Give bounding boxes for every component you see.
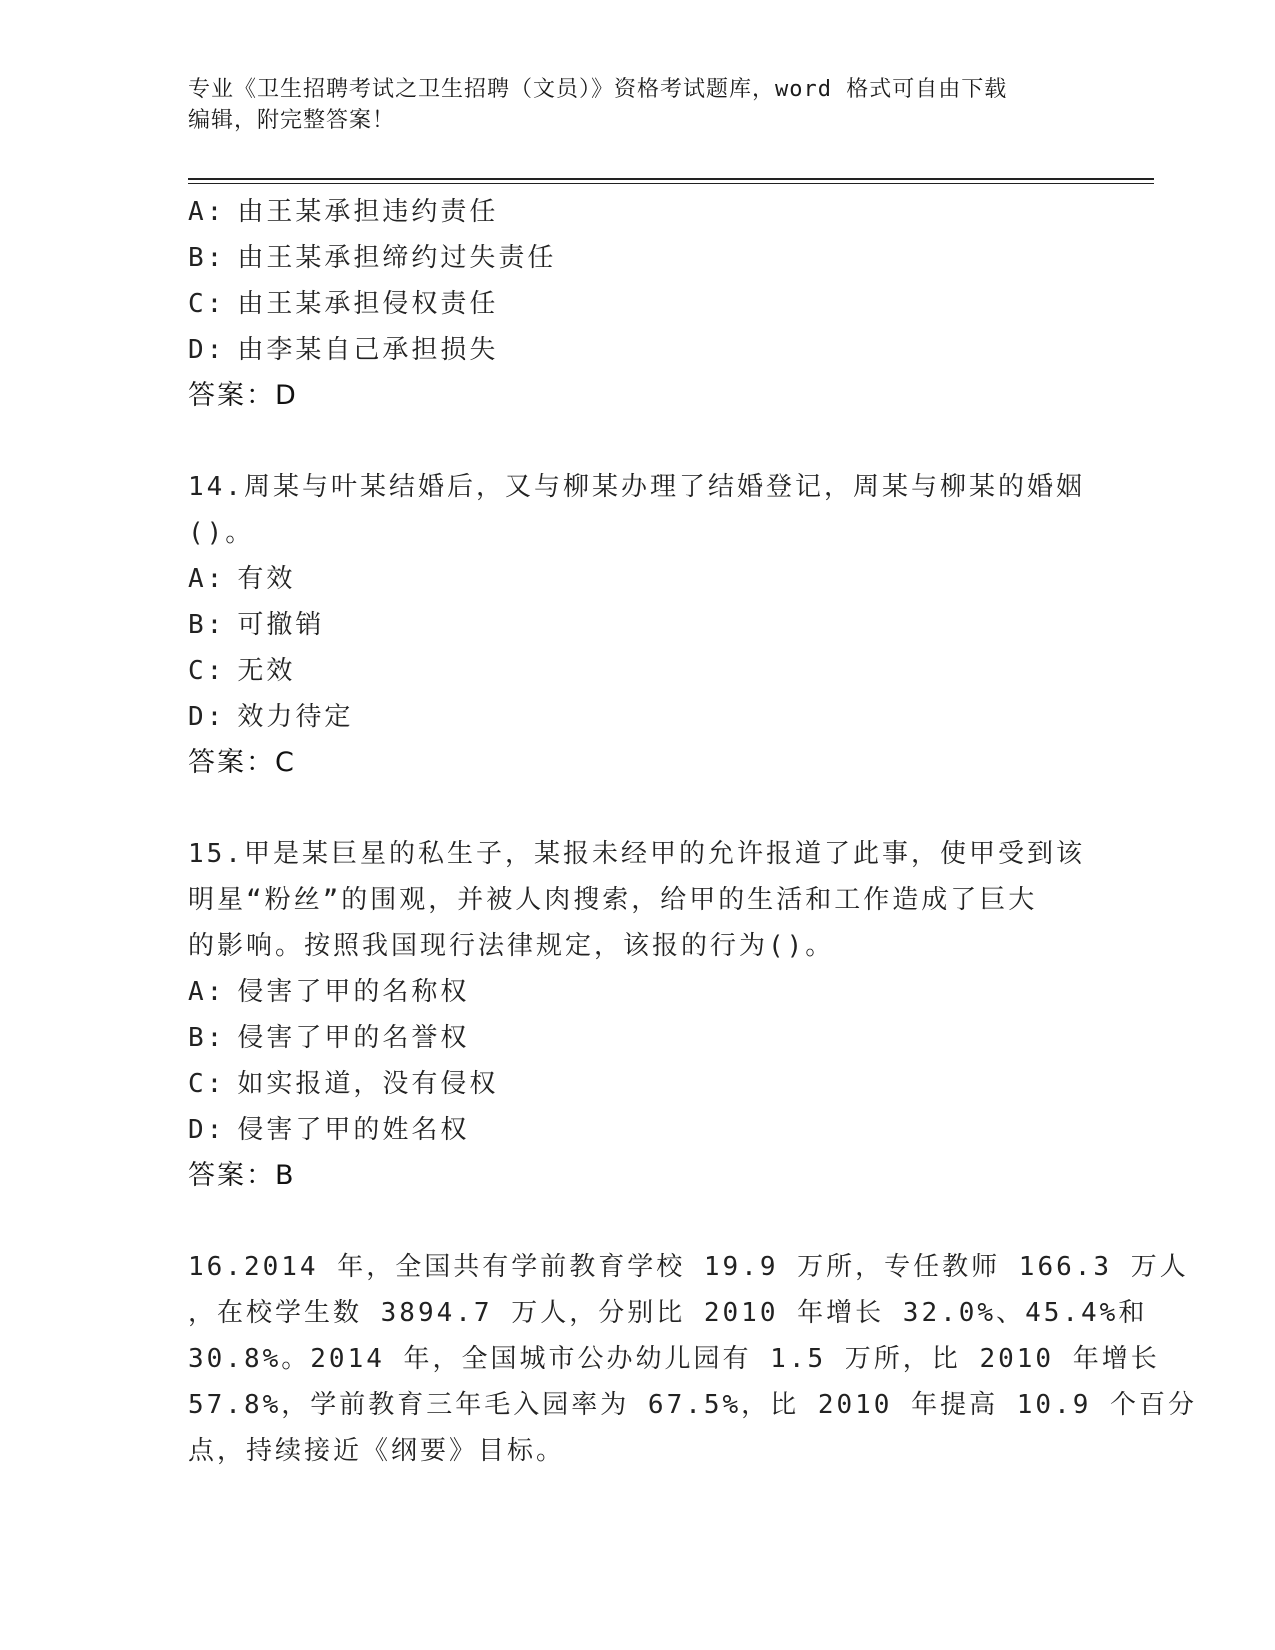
question-14 [188,464,1088,786]
option-text: 效力待定 [237,702,354,732]
option-b [188,602,1088,648]
answer-line: 答案：D [188,380,298,411]
option-text: 有效 [237,564,296,594]
answer-line: 答案：C [188,747,296,778]
spacer [188,786,1088,831]
option-d [188,1107,1088,1153]
stem-line: ()。 [188,518,255,548]
option-text: 由王某承担缔约过失责任 [237,243,557,273]
option-d [188,327,1088,373]
option-key: C: [188,1069,226,1099]
option-key: C: [188,656,226,686]
question-15 [188,831,1088,1199]
spacer [188,1199,1088,1244]
option-key: B: [188,610,226,640]
option-key: D: [188,335,226,365]
option-text: 如实报道，没有侵权 [237,1069,499,1099]
option-b [188,1015,1088,1061]
option-key: A: [188,977,226,1007]
option-key: D: [188,1115,226,1145]
document-header [188,74,1068,136]
option-text: 侵害了甲的名称权 [237,977,470,1007]
stem-line: 14.周某与叶某结婚后，又与柳某办理了结婚登记，周某与柳某的婚姻 [188,472,1085,502]
option-key: B: [188,1023,226,1053]
stem-line: 点，持续接近《纲要》目标。 [188,1436,566,1466]
header-divider-thin [188,183,1154,184]
stem-line: ，在校学生数 3894.7 万人，分别比 2010 年增长 32.0%、45.4%和 [188,1298,1148,1328]
option-a [188,189,1088,235]
question-content [188,189,1198,1474]
option-d [188,694,1088,740]
question-16 [188,1244,1198,1474]
question-13 [188,189,1088,419]
option-a [188,556,1088,602]
header-line-2: 编辑，附完整答案！ [188,108,396,133]
option-text: 由李某自己承担损失 [237,335,499,365]
header-line-1: 专业《卫生招聘考试之卫生招聘（文员）》资格考试题库，word 格式可自由下载 [188,77,1008,102]
option-text: 由王某承担侵权责任 [237,289,499,319]
option-key: D: [188,702,226,732]
question-stem [188,1244,1198,1474]
option-text: 无效 [237,656,296,686]
stem-line: 明星“粉丝”的围观，并被人肉搜索，给甲的生活和工作造成了巨大 [188,885,1038,915]
option-a [188,969,1088,1015]
header-divider-thick [188,178,1154,180]
question-stem [188,831,1088,969]
answer-line: 答案：B [188,1160,296,1191]
option-c [188,648,1088,694]
stem-line: 30.8%。2014 年，全国城市公办幼儿园有 1.5 万所，比 2010 年增长 [188,1344,1160,1374]
stem-line: 16.2014 年，全国共有学前教育学校 19.9 万所，专任教师 166.3 万人 [188,1252,1189,1282]
option-key: C: [188,289,226,319]
option-c [188,1061,1088,1107]
option-text: 侵害了甲的姓名权 [237,1115,470,1145]
option-text: 可撤销 [237,610,325,640]
option-c [188,281,1088,327]
option-key: A: [188,564,226,594]
option-text: 侵害了甲的名誉权 [237,1023,470,1053]
option-text: 由王某承担违约责任 [237,197,499,227]
option-key: B: [188,243,226,273]
question-stem [188,464,1088,556]
option-key: A: [188,197,226,227]
stem-line: 15.甲是某巨星的私生子，某报未经甲的允许报道了此事，使甲受到该 [188,839,1085,869]
stem-line: 的影响。按照我国现行法律规定，该报的行为()。 [188,931,835,961]
option-b [188,235,1088,281]
spacer [188,419,1088,464]
stem-line: 57.8%，学前教育三年毛入园率为 67.5%，比 2010 年提高 10.9 个百分 [188,1390,1198,1420]
